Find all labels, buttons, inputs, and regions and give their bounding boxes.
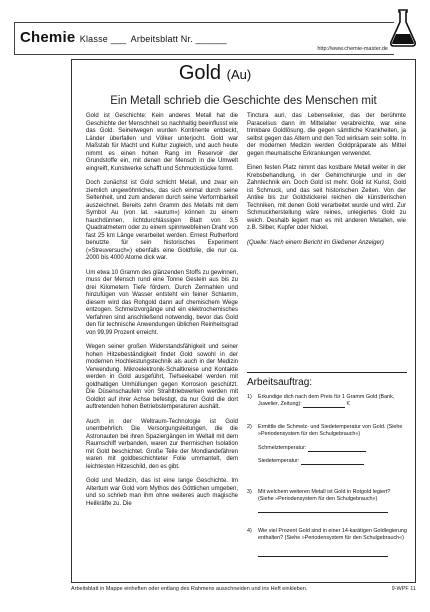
tasks-title: Arbeitsauftrag: bbox=[247, 377, 313, 388]
boiling-label: Siedetemperatur: bbox=[258, 458, 300, 464]
source-note: (Quelle: Nach einem Bericht im Gießener Anzeiger) bbox=[247, 239, 384, 246]
footer-instruction: Arbeitsblatt in Mappe einheften oder entlang des Rahmens ausschneiden und ins Heft einkleben. bbox=[71, 586, 308, 592]
paragraph: Auch in der Weltraum-Technologie ist Gold unentbehrlich. Die Versorgungsleitungen, die die Astronauten bei ihren Spaziergängen im Weltall mit dem Raumschiff verbanden, waren zur thermischen Isolation mit Gold beschichtet. Große Teile der Mondlandefähren waren mit goldbeschichteter Folie ummantelt, dem leichtesten Hitzeschild, den es gibt. bbox=[86, 418, 238, 470]
right-text-column bbox=[247, 113, 406, 247]
melting-label: Schmelztemperatur: bbox=[258, 445, 307, 451]
page-subtitle: Ein Metall schrieb die Geschichte des Menschen mit bbox=[110, 95, 377, 107]
paragraph: Einen festen Platz nimmt das kostbare Metall weiter in der Krebsbehandlung, in der Gehirnchirurgie und in der Zahntechnik ein. Doch Gold ist mehr. Gold ist Kunst, Gold ist Schmuck, und das seit historischen Zeiten. Von der Antike bis zur Goldstickerei reichen die künstlerischen Techniken, mit denen Gold verarbeitet wurde und wird. Zur Schmuckherstellung wäre reines, unlegiertes Gold zu weich. Deshalb legiert man es mit anderen Metallen, wie z.B. Silber, Kupfer oder Nickel. bbox=[247, 165, 406, 231]
website-url: http://www.chemie-master.de bbox=[317, 46, 388, 52]
task-item bbox=[247, 394, 407, 408]
task-item bbox=[247, 489, 407, 503]
paragraph: Gold ist Geschichte: Kein anderes Metall hat die Geschichte der Menschheit so nachhaltig beeinflusst wie das Gold. Seinetwegen wurden Kontinente entdeckt, Länder überfallen und Völker unterjocht. Gold war Maßstab für Macht und Kultur zugleich, und auch heute nimmt es einen hohen Rang im Reservoir der Grundstoffe ein, mit denen der Mensch in die Umwelt eingreift, Kunstwerke schafft und Schmuckstücke formt. bbox=[86, 113, 238, 172]
left-text-column bbox=[86, 113, 238, 508]
header-title bbox=[20, 29, 227, 46]
task-number: 2) bbox=[247, 424, 252, 430]
divider bbox=[247, 372, 407, 373]
task-item bbox=[247, 424, 407, 465]
flask-icon bbox=[389, 8, 417, 48]
paragraph: Gold und Medizin, das ist eine lange Geschichte. Im Altertum war Gold vom Mythos des Göttlichen umgeben, und so schrieb man ihm ohne weiteres auch magische Heilkräfte zu. Die bbox=[86, 478, 238, 507]
task-text: Erkundige dich nach dem Preis für 1 Gramm Gold (Bank, Juwelier, Zeitung): bbox=[258, 394, 395, 407]
subject-label: Chemie bbox=[20, 29, 76, 46]
task-number: 1) bbox=[247, 394, 252, 400]
title-symbol: (Au) bbox=[226, 67, 252, 82]
answer-line[interactable] bbox=[258, 556, 388, 557]
melting-answer-line[interactable] bbox=[308, 446, 366, 452]
worksheet-header bbox=[14, 22, 394, 55]
task-text: Mit welchem weiteren Metall ist Gold in Rotgold legiert? (Siehe »Periodensystem für den Schulgebrauch«) bbox=[258, 489, 391, 502]
title-element: Gold bbox=[178, 62, 222, 84]
sheet-code: 9-WPF 11 bbox=[391, 586, 416, 592]
paragraph: Doch zunächst ist Gold schlicht Metall, und zwar ein ziemlich ungewöhnliches, das sich einmal durch seine Seltenheit, und zum anderen durch seine Verformbarkeit auszeichnet. Bereits zehn Gramm des Metalls mit dem Symbol Au (von lat. »aurum«) können zu einem hauchdünnen, lichtdurchlässigen Blatt von 3,5 Quadratmetern oder zu einem spinnwebfeinen Draht von fast 25 km Länge verarbeitet werden. Ernest Rutherford benutzte für sein historisches Experiment (»Streuversuch«) ebenfalls eine Goldfolie, die nur ca. 2000 bis 4000 Atome dick war. bbox=[86, 180, 238, 261]
footer bbox=[71, 586, 416, 592]
task-text: Ermittle die Schmelz- und Siedetemperatur von Gold. (Siehe »Periodensystem für den Schulgebrauch«) bbox=[258, 424, 403, 437]
class-label: Klasse ___ bbox=[79, 34, 127, 44]
paragraph: Tinctura auri, das Lebenselixier, das der berühmte Paracelsus dann im Mittelalter verabreichte, war eine trinkbare Goldlösung, die gegen sämtliche Krankheiten, ja selbst gegen das Altern und den Tod wirksam sein sollte. In der modernen Medizin werden Goldpräparate als Mittel gegen rheumatische Erkrankungen verwendet. bbox=[247, 113, 406, 157]
paragraph: Wegen seiner großen Widerstandsfähigkeit und seiner hohen Hitzebeständigkeit findet Gold sowohl in der modernen Hochleistungstechnik als auch in der Medizin Verwendung. Mikroelektronik-Schaltkreise und Kontakte werden in Gold ausgeführt, Tiefseekabel werden mit goldhaltigen Umhüllungen gegen Korrosion geschützt. Die Düsenschaufeln von Strahltriebwerken werden mit Goldlot auf ihrer Achse befestigt, da nur Gold die dort auftretenden hohen Betriebstemperaturen aushält. bbox=[86, 344, 238, 410]
task-number: 4) bbox=[247, 528, 252, 534]
task-number: 3) bbox=[247, 489, 252, 495]
answer-line[interactable] bbox=[258, 512, 388, 513]
task-item bbox=[247, 528, 407, 542]
sheet-number-label: Arbeitsblatt Nr. ______ bbox=[130, 34, 227, 44]
currency-unit: € bbox=[346, 401, 350, 407]
answer-line[interactable] bbox=[303, 402, 345, 408]
task-text: Wie viel Prozent Gold sind in einer 14-karätigen Goldlegierung enthalten? (Siehe »Periodensystem für den Schulgebrauch«) bbox=[258, 528, 407, 541]
boiling-answer-line[interactable] bbox=[301, 459, 364, 465]
paragraph: Um etwa 10 Gramm des glänzenden Stoffs zu gewinnen, muss der Mensch rund eine Tonne Gestein aus bis zu drei Kilometern Tiefe fördern. Durch Zermahlen und hinzufügen von Wasser entsteht ein feiner Schlamm, diesem wird das Rohgold dann auf chemischem Wege entzogen. Schmelzvorgänge und ein elektrochemisches Verfahren sind anschließend notwendig, bevor das Gold den für technische Anwendungen üblichen Reinheitsgrad von 99,99 Prozent erreicht. bbox=[86, 269, 238, 336]
page-title bbox=[0, 62, 430, 85]
